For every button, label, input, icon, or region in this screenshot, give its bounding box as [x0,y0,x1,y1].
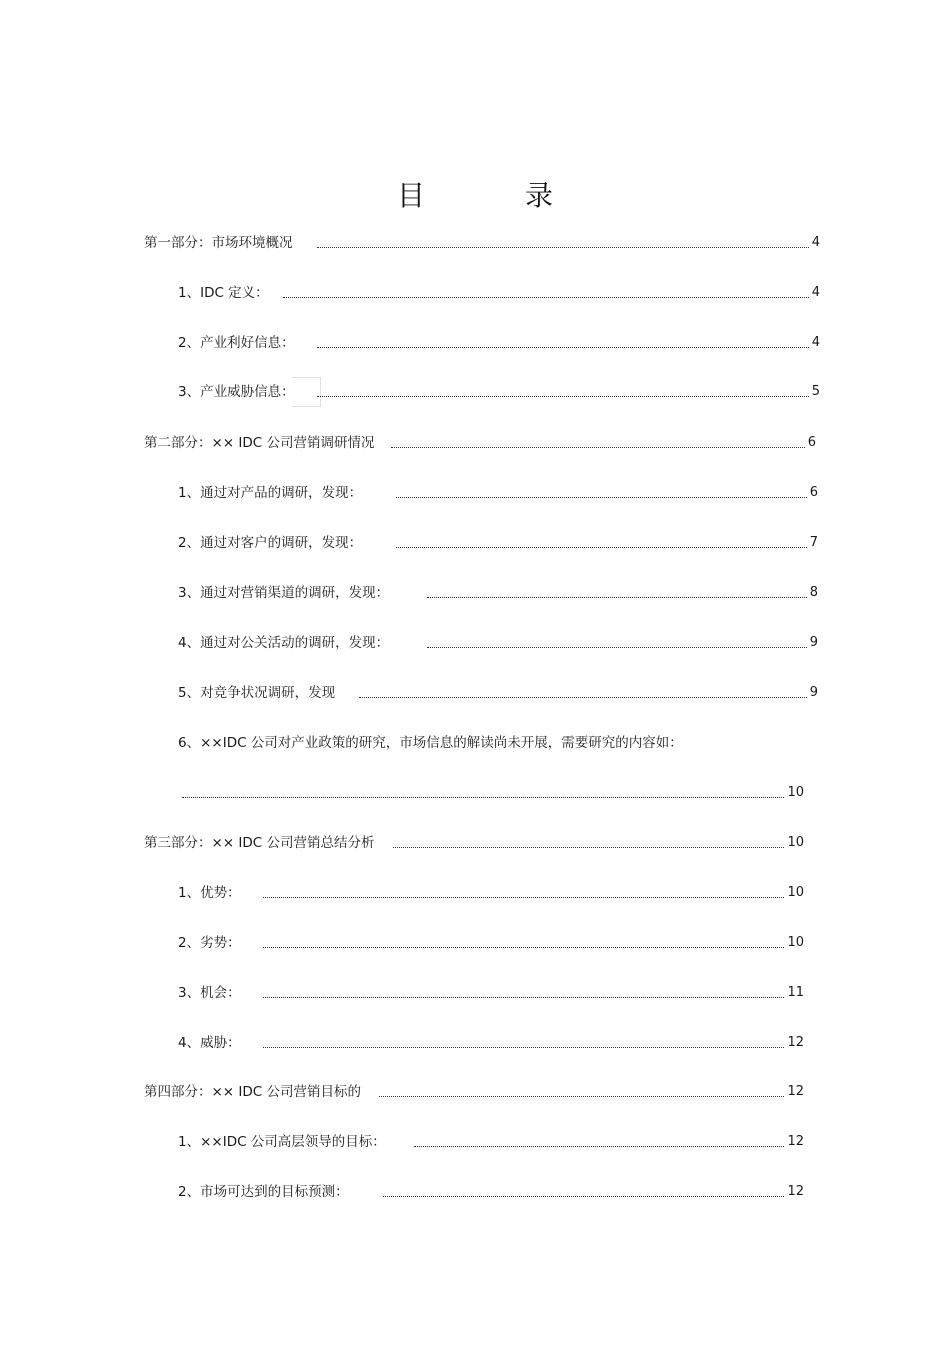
toc-entry-page: 12 [787,1184,804,1199]
dot-leader [396,547,807,548]
toc-entry-page: 12 [787,1084,804,1099]
toc-entry[interactable] [144,432,816,454]
dot-leader [391,447,805,448]
toc-entry-label: 1、IDC 定义： [178,285,269,301]
page-title: 目 录 [396,179,589,212]
toc-entry[interactable] [178,381,820,403]
toc-entry-label: 1、××IDC 公司高层领导的目标： [178,1134,386,1150]
dot-leader [263,947,785,948]
toc-entry[interactable] [178,682,818,704]
toc-entry-page: 4 [811,335,820,350]
toc-entry-label: 2、市场可达到的目标预测： [178,1184,349,1200]
toc-entry-long-label[interactable]: 6、××IDC 公司对产业政策的研究，市场信息的解读尚未开展，需要研究的内容如： [178,735,683,751]
toc-entry-page: 9 [809,635,818,650]
toc-entry-page: 11 [787,985,804,1000]
toc-entry-label: 4、威胁： [178,1035,241,1051]
toc-entry-page: 9 [809,685,818,700]
dot-leader [427,597,807,598]
toc-entry-label: 1、优势： [178,885,241,901]
toc-entry-page: 6 [809,485,818,500]
toc-entry[interactable] [178,1181,804,1203]
dot-leader [182,797,784,798]
toc-entry[interactable] [178,882,804,904]
toc-entry[interactable] [178,982,804,1004]
dot-leader [427,647,807,648]
toc-entry-page: 4 [811,285,820,300]
toc-entry-label: 第四部分：×× IDC 公司营销目标的 [144,1084,362,1100]
dot-leader [393,847,785,848]
toc-entry[interactable] [144,1081,804,1103]
toc-entry-page: 10 [787,785,804,800]
toc-entry-label: 3、产业威胁信息： [178,384,295,400]
dot-leader [263,1047,785,1048]
toc-entry-label: 2、劣势： [178,935,241,951]
toc-entry-continuation[interactable] [182,782,804,804]
dot-leader [379,1096,784,1097]
toc-entry[interactable] [178,932,804,954]
toc-entry[interactable] [178,482,818,504]
toc-entry-label: 3、机会： [178,985,241,1001]
toc-entry-page: 4 [811,235,820,250]
toc-entry[interactable] [144,232,820,254]
toc-entry[interactable] [178,282,820,304]
toc-entry-label: 第二部分：×× IDC 公司营销调研情况 [144,435,375,451]
toc-entry-label: 2、通过对客户的调研，发现： [178,535,363,551]
toc-entry-page: 8 [809,585,818,600]
toc-entry[interactable] [144,832,804,854]
dot-leader [283,297,809,298]
dot-leader [317,247,809,248]
toc-entry[interactable] [178,532,818,554]
toc-entry-page: 10 [787,935,804,950]
dot-leader [317,396,809,397]
toc-entry[interactable] [178,1032,804,1054]
dot-leader [263,897,785,898]
toc-entry-page: 6 [807,435,816,450]
toc-entry-label: 4、通过对公关活动的调研，发现： [178,635,390,651]
toc-entry-label: 第三部分：×× IDC 公司营销总结分析 [144,835,375,851]
toc-entry-page: 7 [809,535,818,550]
toc-entry[interactable] [178,582,818,604]
toc-entry-page: 10 [787,835,804,850]
toc-entry[interactable] [178,332,820,354]
dot-leader [359,697,807,698]
toc-entry-label: 5、对竞争状况调研，发现 [178,685,336,701]
dot-leader [383,1196,785,1197]
dot-leader [263,997,785,998]
toc-entry-label: 2、产业利好信息： [178,335,295,351]
toc-entry[interactable] [178,1131,804,1153]
toc-entry-page: 10 [787,885,804,900]
dot-leader [414,1146,785,1147]
dot-leader [317,347,809,348]
toc-entry-page: 12 [787,1134,804,1149]
toc-entry-page: 5 [811,384,820,399]
toc-entry-page: 12 [787,1035,804,1050]
toc-entry-label: 1、通过对产品的调研，发现： [178,485,363,501]
toc-entry-label: 3、通过对营销渠道的调研，发现： [178,585,390,601]
toc-entry-label: 第一部分：市场环境概况 [144,235,293,251]
toc-entry[interactable] [178,632,818,654]
dot-leader [396,497,807,498]
